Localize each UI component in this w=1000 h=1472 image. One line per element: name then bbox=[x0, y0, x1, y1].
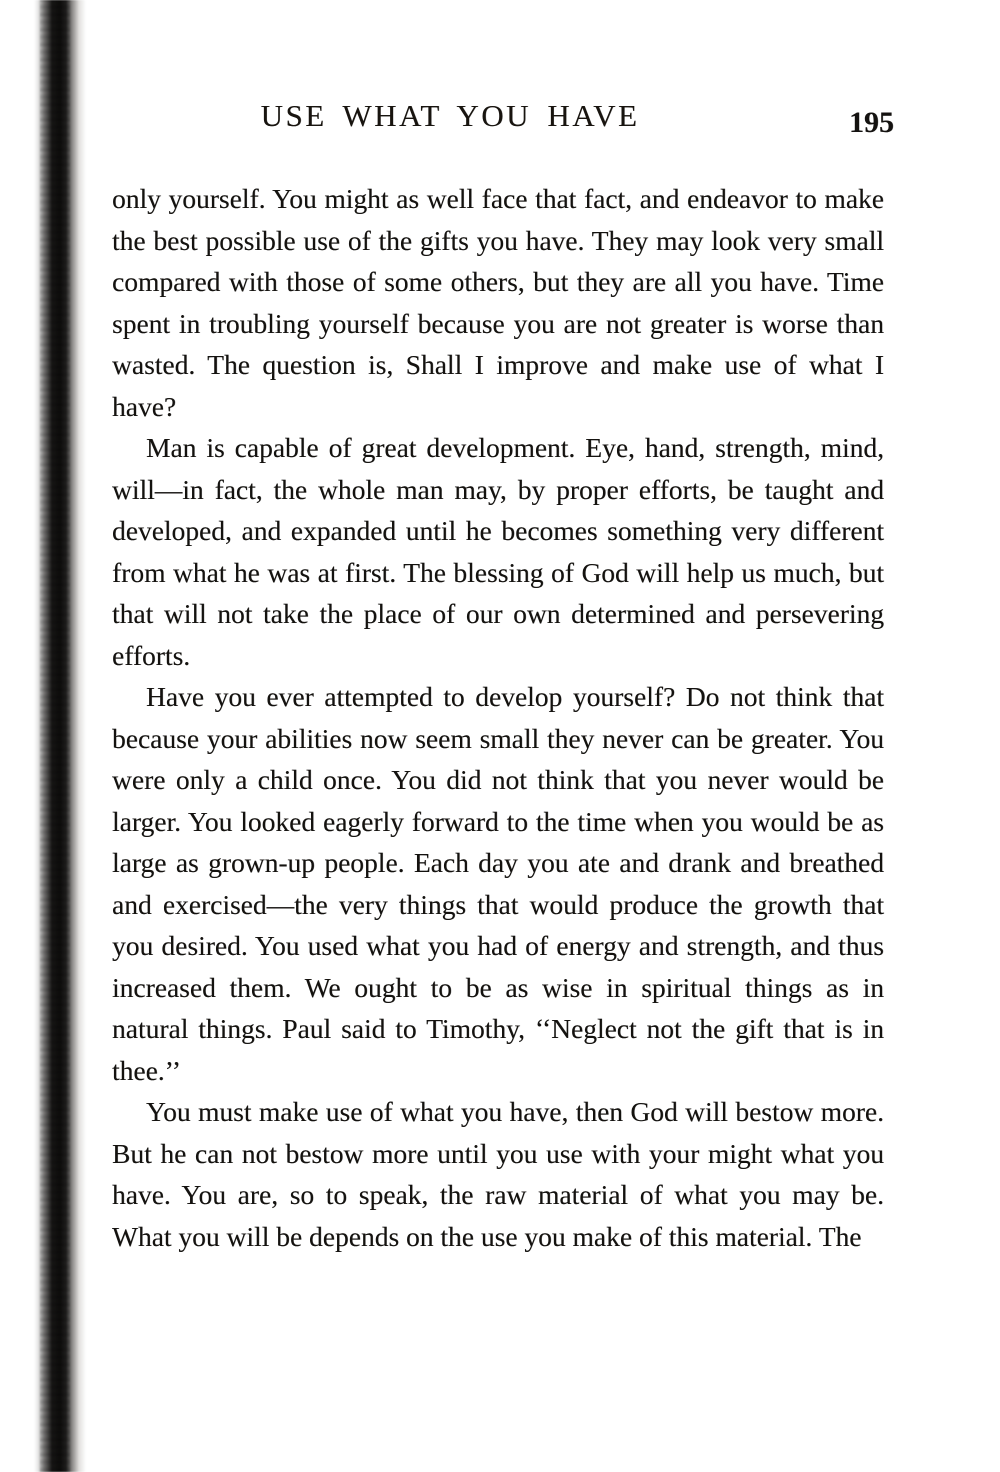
paragraph: only yourself. You might as well face that fact, and endeavor to make the best possible use of the gifts you have. They may look very small compared with those of some others, but they are all you have. Time spent in troubling yourself because you are not greater is worse than wasted. The question is, Shall I improve and make use of what I have? bbox=[112, 183, 884, 422]
body-text bbox=[112, 178, 884, 1257]
running-head: USE WHAT YOU HAVE bbox=[260, 98, 640, 133]
paragraph: You must make use of what you have, then God will bestow more. But he can not bestow more until you use with your might what you have. You are, so to speak, the raw material of what you may be. What you will be depends on the use you make of this material. The bbox=[112, 1096, 884, 1252]
paragraph: Have you ever attempted to develop yourself? Do not think that because your abilities now seem small they never can be greater. You were only a child once. You did not think that you never would be larger. You looked eagerly forward to the time when you would be as large as grown-up people. Each day you ate and drank and breathed and exercised—the very things that would produce the growth that you desired. You used what you had of energy and strength, and thus increased them. We ought to be as wise in spiritual things as in natural things. Paul said to Timothy, ‘‘Neglect not the gift that is in thee.’’ bbox=[112, 681, 884, 1086]
page-header bbox=[110, 98, 900, 150]
scan-gutter-shadow bbox=[0, 0, 86, 1472]
paragraph: Man is capable of great development. Eye, hand, strength, mind, will—in fact, the whole man may, by proper efforts, be taught and developed, and expanded until he becomes something very different from what he was at first. The blessing of God will help us much, but that will not take the place of our own determined and persevering efforts. bbox=[112, 432, 884, 671]
page-number: 195 bbox=[849, 106, 894, 139]
